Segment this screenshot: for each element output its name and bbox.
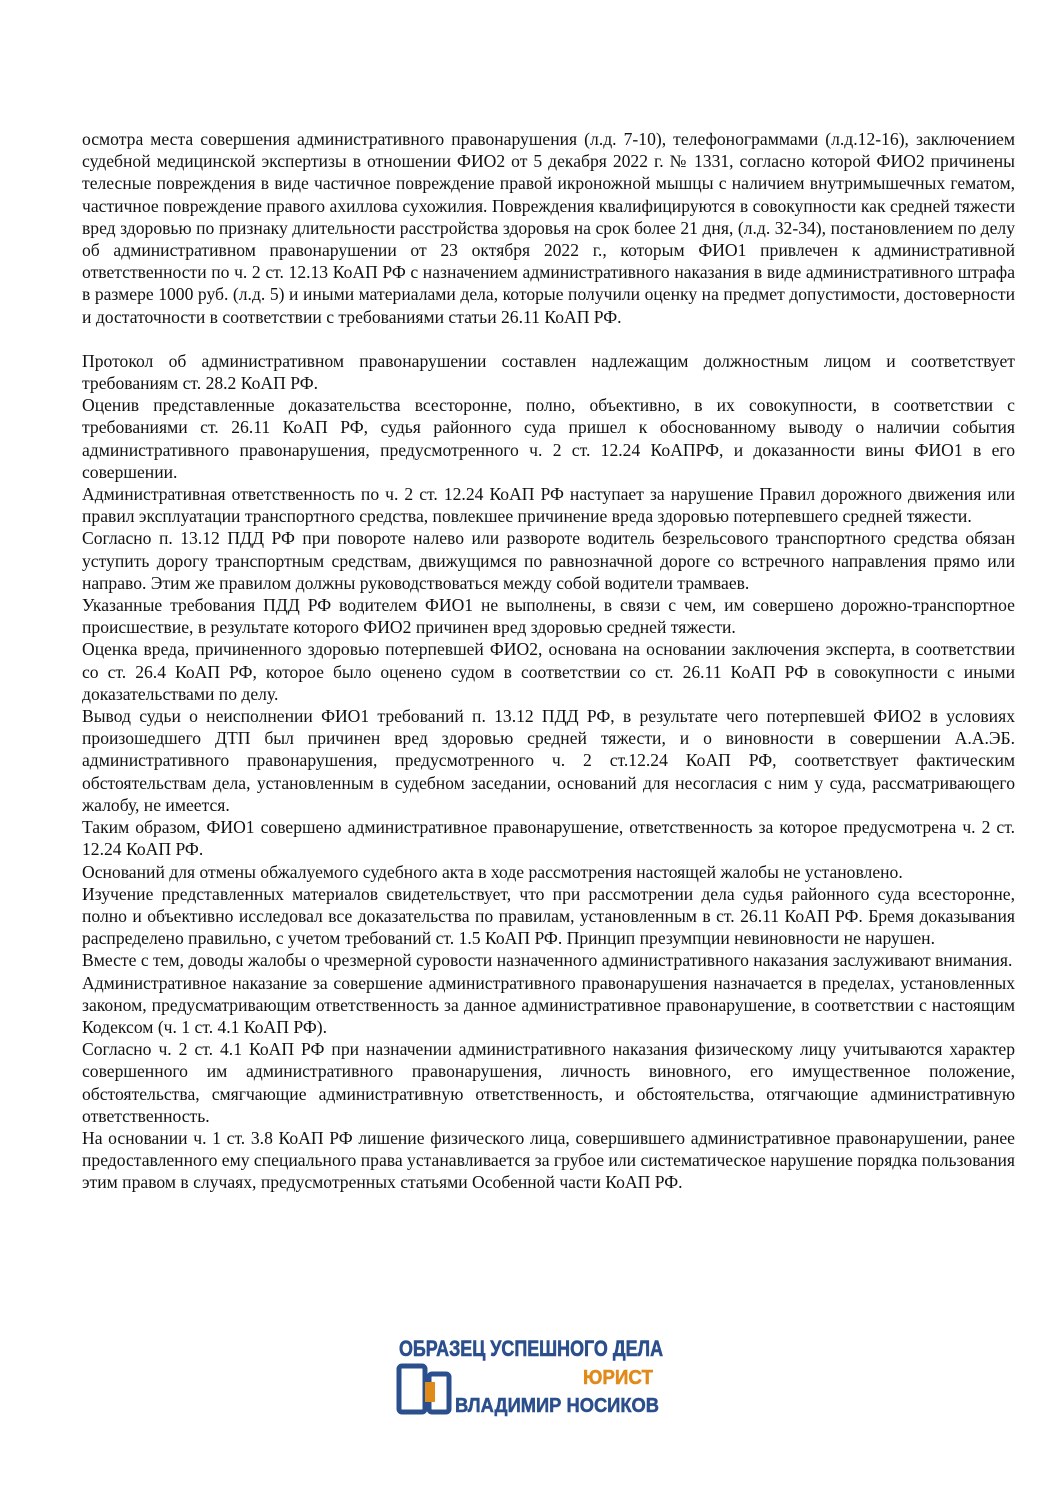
logo-line-2: ЮРИСТ: [583, 1367, 653, 1389]
document-stack-icon: [399, 1366, 449, 1412]
paragraph-6: Указанные требования ПДД РФ водителем ФИО1 не выполнены, в связи с чем, им совершено дорожно-транспортное происшествие, в результате которого ФИО2 причинен вред здоровью средней тяжести.: [82, 595, 1015, 638]
paragraph-12: Вместе с тем, доводы жалобы о чрезмерной суровости назначенного административного наказания заслуживают внимания.: [82, 950, 1013, 971]
paragraph-10: Оснований для отмены обжалуемого судебного акта в ходе рассмотрения настоящей жалобы не установлено.: [82, 861, 903, 882]
paragraph-4: Административная ответственность по ч. 2 ст. 12.24 КоАП РФ наступает за нарушение Правил дорожного движения или правил эксплуатации транспортного средства, повлекшее причинение вреда здоровью потерпевшего средней тяжести.: [82, 484, 1015, 527]
paragraph-1: осмотра места совершения административного правонарушения (л.д. 7-10), телефонограммами (л.д.12-16), заключением судебной медицинской экспертизы в отношении ФИО2 от 5 декабря 2022 г. № 1331, согласно которой ФИО2 причинены телесные повреждения в виде частичное повреждение правой икроножной мышцы с наличием внутримышечных гематом, частичное повреждение правого ахиллова сухожилия. Повреждения квалифицируются в совокупности как средней тяжести вред здоровью по признаку длительности расстройства здоровья на срок более 21 дня, (л.д. 32-34), постановлением по делу об административном правонарушении от 23 октября 2022 г., которым ФИО1 привлечен к административной ответственности по ч. 2 ст. 12.13 КоАП РФ с назначением административного наказания в виде административного штрафа в размере 1000 руб. (л.д. 5) и иными материалами дела, которые получили оценку на предмет допустимости, достоверности и достаточности в соответствии с требованиями статьи 26.11 КоАП РФ.: [82, 129, 1015, 327]
document-body: [82, 128, 1015, 1194]
paragraph-9: Таким образом, ФИО1 совершено административное правонарушение, ответственность за которое предусмотрена ч. 2 ст. 12.24 КоАП РФ.: [82, 817, 1015, 860]
paragraph-11: Изучение представленных материалов свидетельствует, что при рассмотрении дела судья районного суда всесторонне, полно и объективно исследовал все доказательства по правилам, установленным в ст. 26.11 КоАП РФ. Бремя доказывания распределено правильно, с учетом требований ст. 1.5 КоАП РФ. Принцип презумпции невиновности не нарушен.: [82, 883, 1015, 949]
logo-line-3: ВЛАДИМИР НОСИКОВ: [455, 1395, 659, 1417]
paragraph-8: Вывод судьи о неисполнении ФИО1 требований п. 13.12 ПДД РФ, в результате чего потерпевшей ФИО2 в условиях произошедшего ДТП был причинен вред здоровью средней тяжести, и о виновности в совершении А.А.ЭБ. административного правонарушения, предусмотренного ч. 2 ст.12.24 КоАП РФ, соответствует фактическим обстоятельствам дела, установленным в судебном заседании, оснований для несогласия с ним у суда, рассматривающего жалобу, не имеется.: [82, 706, 1015, 815]
watermark-logo: [395, 1332, 667, 1418]
paragraph-2: Протокол об административном правонарушении составлен надлежащим должностным лицом и соответствует требованиям ст. 28.2 КоАП РФ.: [82, 350, 1015, 394]
paragraph-14: Согласно ч. 2 ст. 4.1 КоАП РФ при назначении административного наказания физическому лицу учитываются характер совершенного им административного правонарушения, личность виновного, его имущественное положение, обстоятельства, смягчающие административную ответственность, и обстоятельства, отягчающие административную ответственность.: [82, 1039, 1015, 1126]
paragraph-3: Оценив представленные доказательства всесторонне, полно, объективно, в их совокупности, в соответствии с требованиями ст. 26.11 КоАП РФ, судья районного суда пришел к обоснованному выводу о наличии события административного правонарушения, предусмотренного ч. 2 ст. 12.24 КоАПРФ, и доказанности вины ФИО1 в его совершении.: [82, 395, 1015, 482]
logo-line-1: ОБРАЗЕЦ УСПЕШНОГО ДЕЛА: [399, 1336, 664, 1361]
paragraph-15: На основании ч. 1 ст. 3.8 КоАП РФ лишение физического лица, совершившего административное правонарушении, ранее предоставленного ему специального права устанавливается за грубое или систематическое нарушение порядка пользования этим правом в случаях, предусмотренных статьями Особенной части КоАП РФ.: [82, 1127, 1015, 1193]
paragraph-5: Согласно п. 13.12 ПДД РФ при повороте налево или развороте водитель безрельсового транспортного средства обязан уступить дорогу транспортным средствам, движущимся по равнозначной дороге со встречного направления прямо или направо. Этим же правилом должны руководствоваться между собой водители трамваев.: [82, 528, 1015, 593]
paragraph-13: Административное наказание за совершение административного правонарушения назначается в пределах, установленных законом, предусматривающим ответственность за данное административное правонарушение, в соответствии с настоящим Кодексом (ч. 1 ст. 4.1 КоАП РФ).: [82, 972, 1015, 1037]
paragraph-7: Оценка вреда, причиненного здоровью потерпевшей ФИО2, основана на основании заключения эксперта, в соответствии со ст. 26.4 КоАП РФ, которое было оценено судом в соответствии со ст. 26.11 КоАП РФ в совокупности с иными доказательствами по делу.: [82, 639, 1015, 704]
